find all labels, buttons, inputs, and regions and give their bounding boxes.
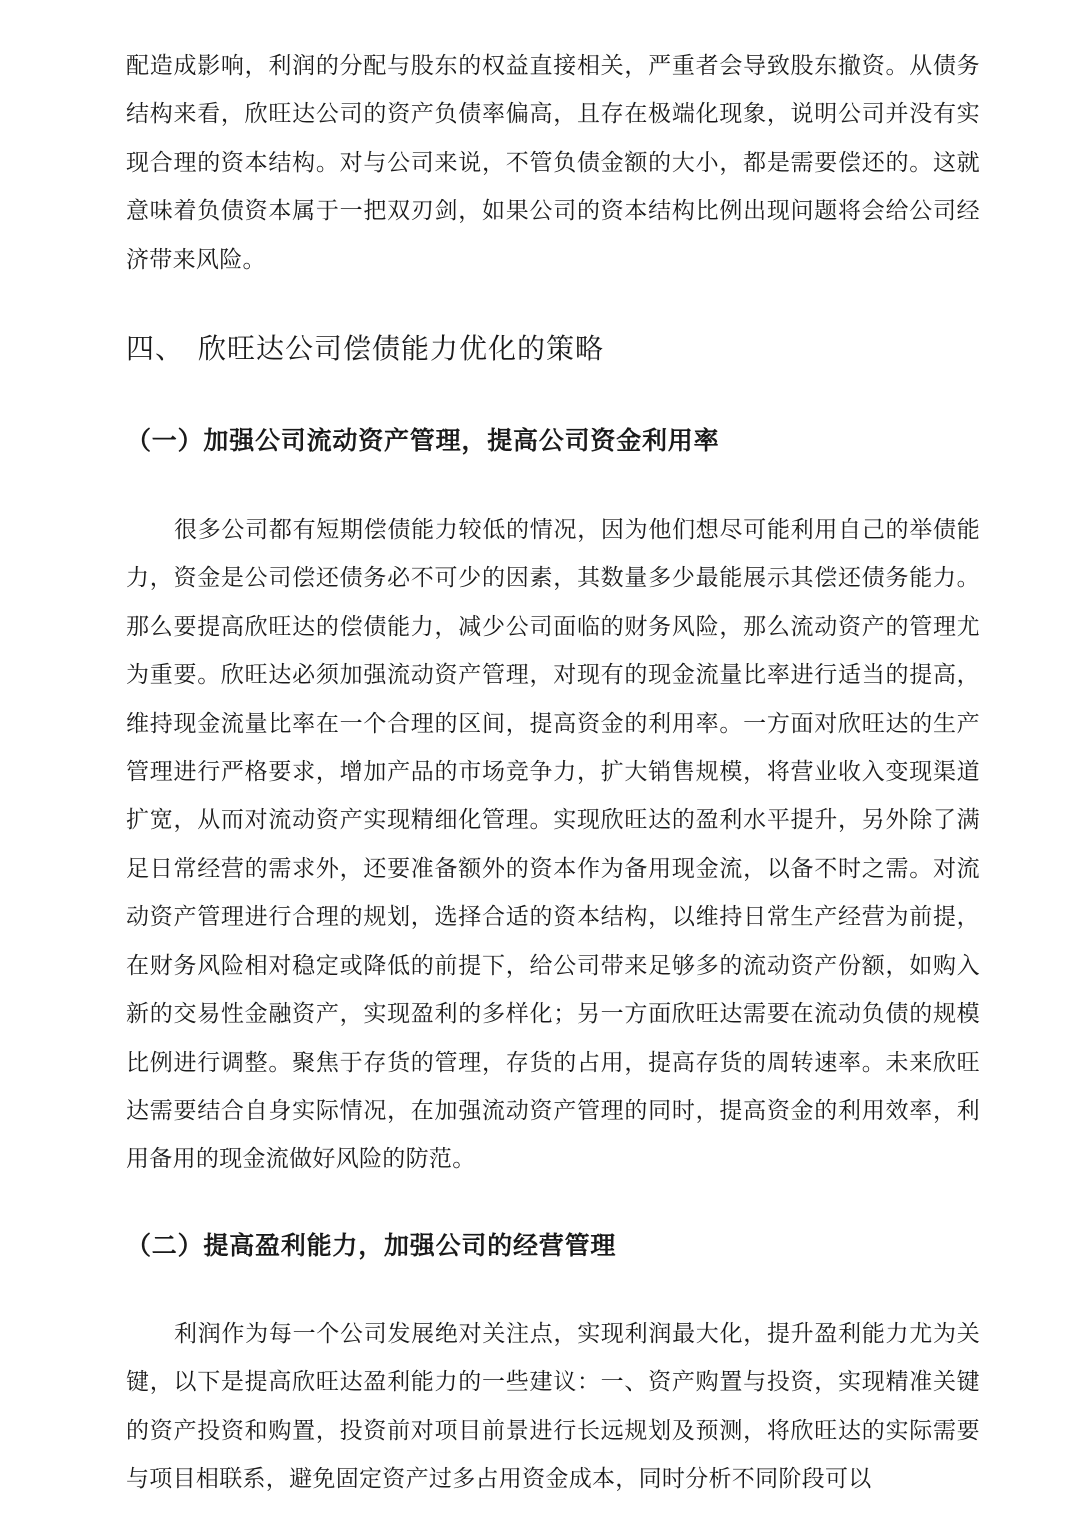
subsection-title: 提高盈利能力，加强公司的经营管理 xyxy=(203,1230,617,1260)
section-heading-4 xyxy=(126,329,980,369)
document-page xyxy=(126,42,980,1503)
body-paragraph-2: 利润作为每一个公司发展绝对关注点，实现利润最大化，提升盈利能力尤为关键，以下是提高欣旺达盈利能力的一些建议：一、资产购置与投资，实现精准关键的资产投资和购置，投资前对项目前景进行长远规划及预测，将欣旺达的实际需要与项目相联系，避免固定资产过多占用资金成本，同时分析不同阶段可以 xyxy=(126,1320,980,1492)
body-paragraph-1: 很多公司都有短期偿债能力较低的情况，因为他们想尽可能利用自己的举债能力，资金是公司偿还债务必不可少的因素，其数量多少最能展示其偿还债务能力。那么要提高欣旺达的偿债能力，减少公司面临的财务风险，那么流动资产的管理尤为重要。欣旺达必须加强流动资产管理，对现有的现金流量比率进行适当的提高，维持现金流量比率在一个合理的区间，提高资金的利用率。一方面对欣旺达的生产管理进行严格要求，增加产品的市场竞争力，扩大销售规模，将营业收入变现渠道扩宽，从而对流动资产实现精细化管理。实现欣旺达的盈利水平提升，另外除了满足日常经营的需求外，还要准备额外的资本作为备用现金流，以备不时之需。对流动资产管理进行合理的规划，选择合适的资本结构，以维持日常生产经营为前提，在财务风险相对稳定或降低的前提下，给公司带来足够多的流动资产份额，如购入新的交易性金融资产，实现盈利的多样化；另一方面欣旺达需要在流动负债的规模比例进行调整。聚焦于存货的管理，存货的占用，提高存货的周转速率。未来欣旺达需要结合自身实际情况，在加强流动资产管理的同时，提高资金的利用效率，利用备用的现金流做好风险的防范。 xyxy=(126,517,980,1173)
subsection-heading-1 xyxy=(126,423,980,459)
intro-paragraph: 配造成影响，利润的分配与股东的权益直接相关，严重者会导致股东撤资。从债务结构来看，欣旺达公司的资产负债率偏高，且存在极端化现象，说明公司并没有实现合理的资本结构。对与公司来说，不管负债金额的大小，都是需要偿还的。这就意味着负债资本属于一把双刃剑，如果公司的资本结构比例出现问题将会给公司经济带来风险。 xyxy=(126,53,980,273)
section-number: 四、 xyxy=(126,332,185,366)
subsection-heading-2 xyxy=(126,1228,980,1264)
subsection-title: 加强公司流动资产管理，提高公司资金利用率 xyxy=(203,426,720,456)
section-title: 欣旺达公司偿债能力优化的策略 xyxy=(198,332,605,366)
subsection-number: （一） xyxy=(126,426,204,456)
subsection-number: （二） xyxy=(126,1230,204,1260)
